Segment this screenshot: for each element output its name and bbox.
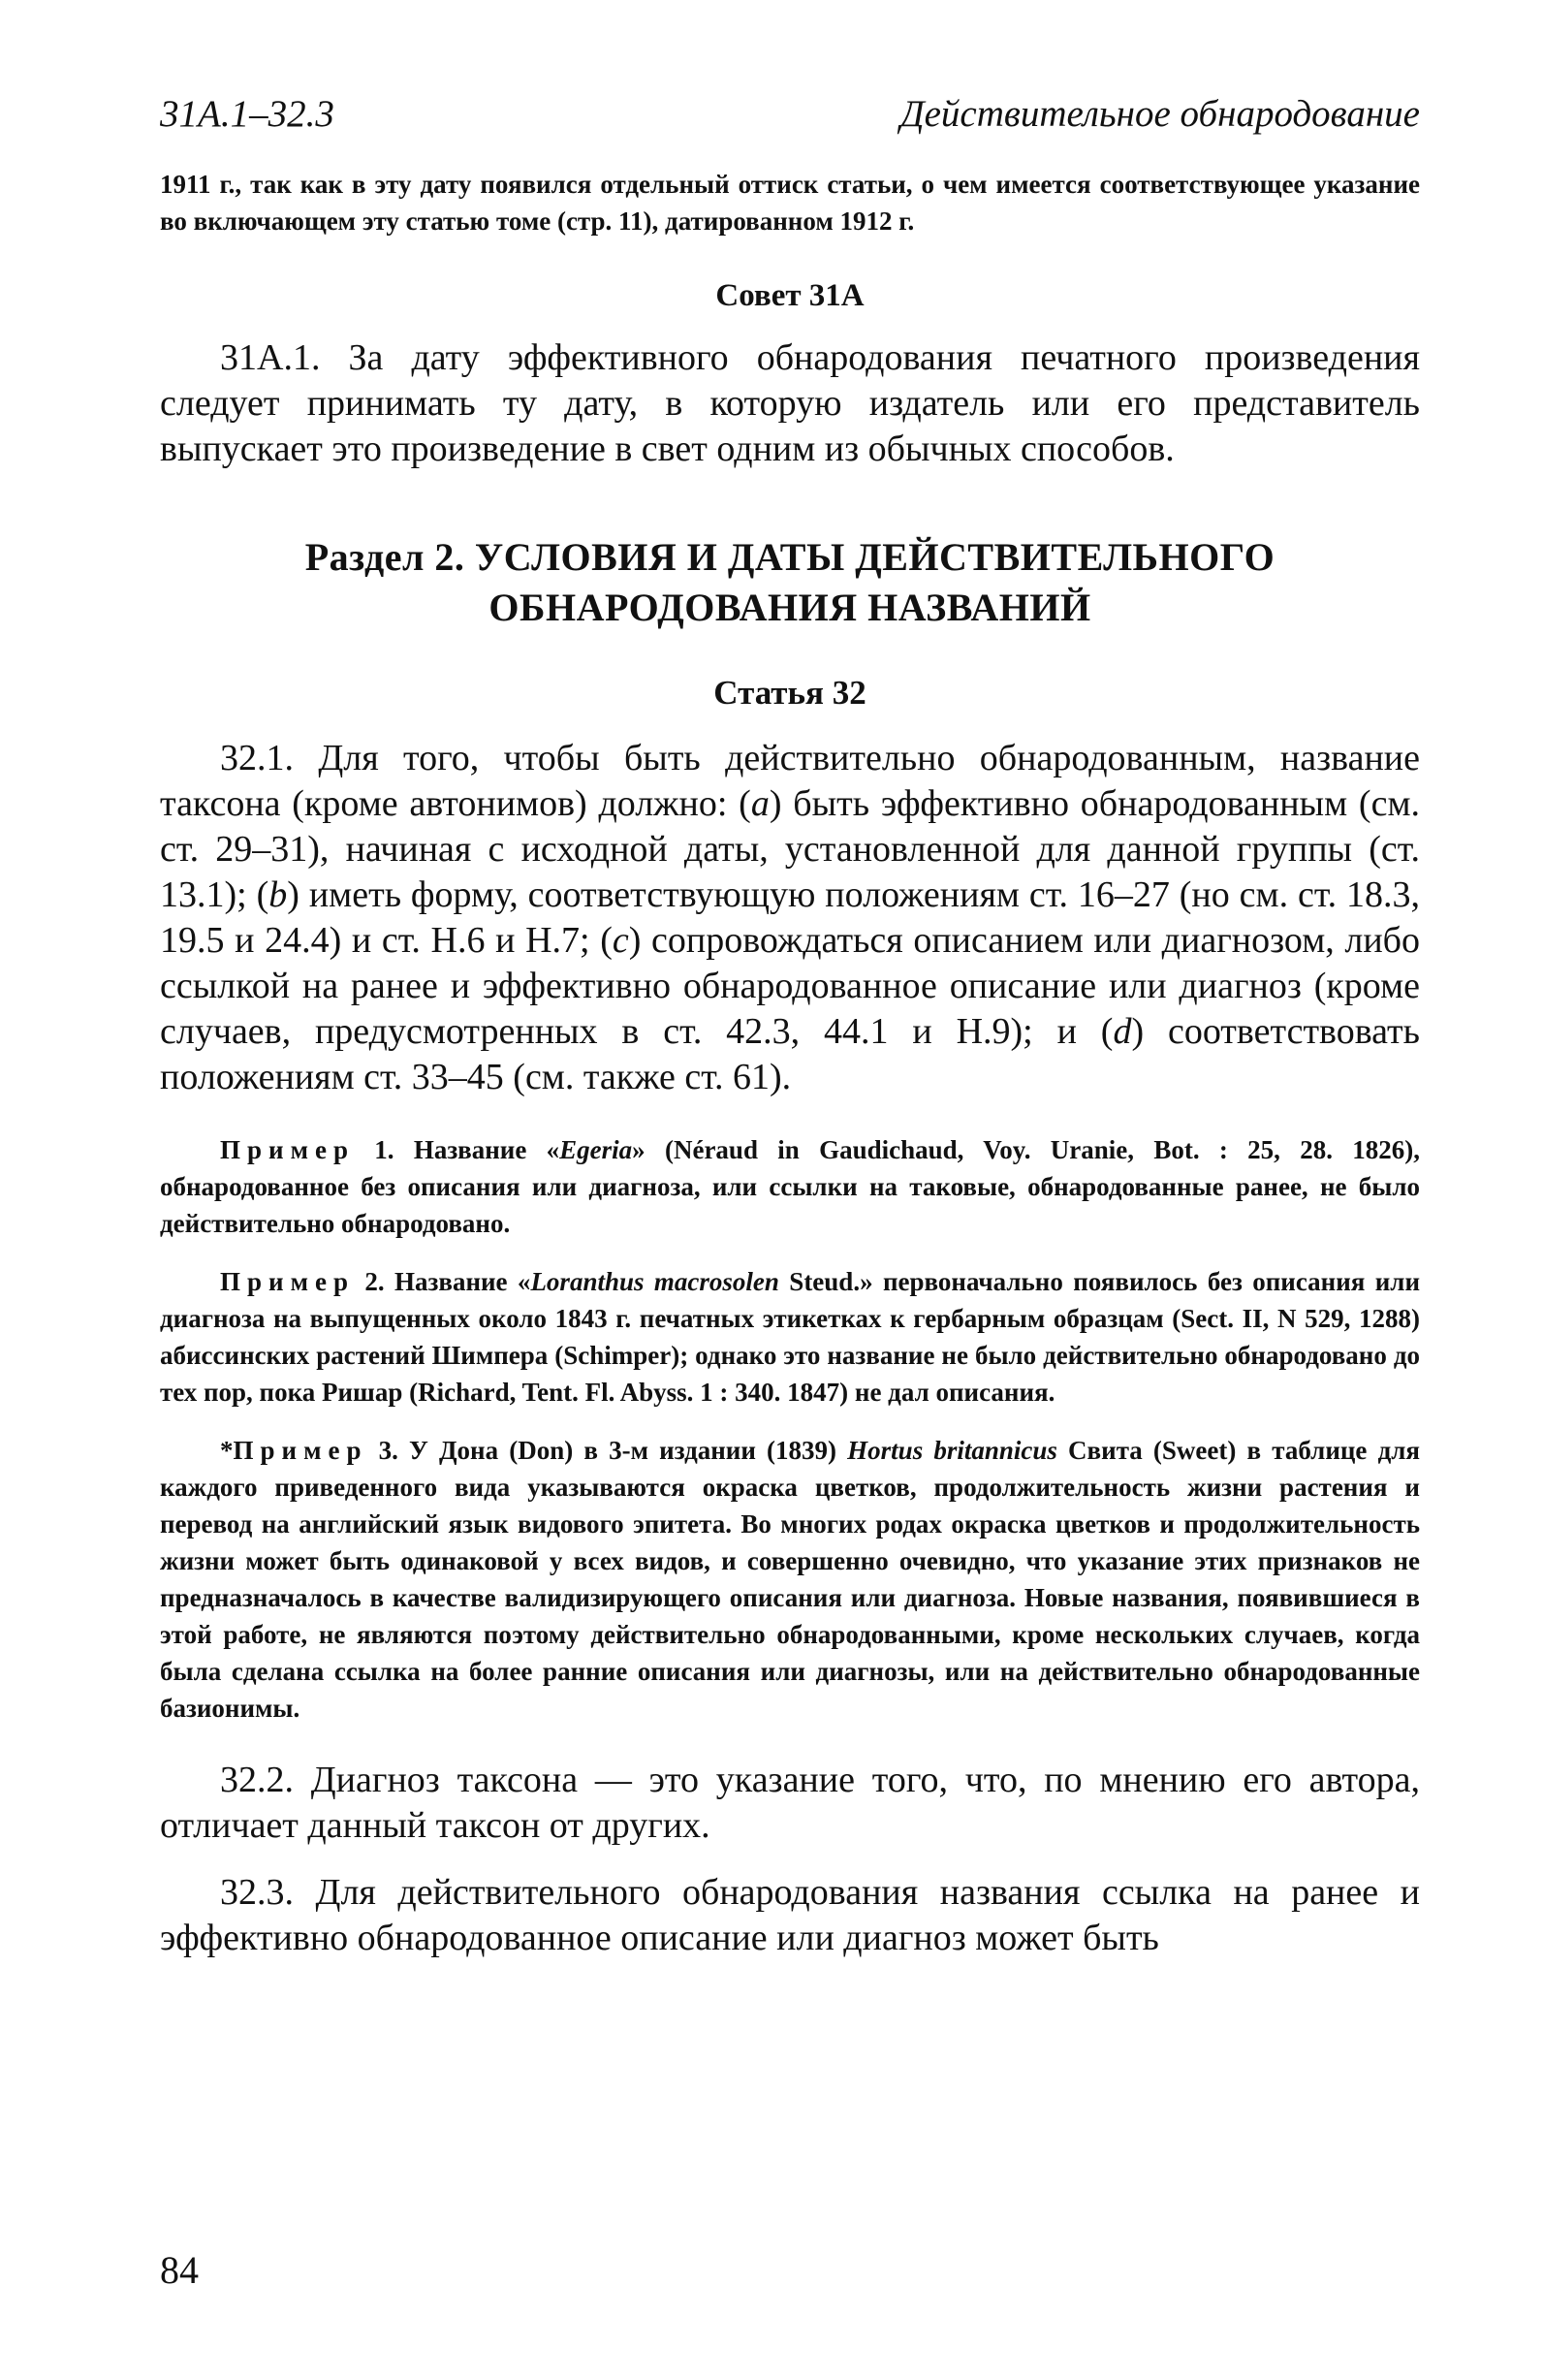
paragraph-32-3: 32.3. Для действительного обнародования названия ссылка на ранее и эффективно обнародованное описание или диагноз может быть (160, 1872, 1420, 1958)
top-note: 1911 г., так как в эту дату появился отдельный оттиск статьи, о чем имеется соответствующее указание во включающем эту статью томе (стр. 11), датированном 1912 г. (160, 170, 1420, 236)
p321-item-a: a (750, 783, 770, 824)
example-3-text-2: Свита (Sweet) в таблице для каждого приведенного вида указываются окраска цветков, продолжительность жизни растения и перевод на английский язык видового эпитета. Во многих родах окраска цветков и продолжительность жизни может быть одинаковой у всех видов, и совершенно очевидно, что указание этих признаков не предназначалось в качестве валидизирующего описания или диагноза. Новые названия, появившиеся в этой работе, не являются поэтому действительно обнародованными, кроме нескольких случаев, когда была сделана ссылка на более ранние описания или диагнозы, или на действительно обнародованные базионимы. (160, 1436, 1420, 1723)
example-2-taxon: Loranthus macrosolen (530, 1267, 779, 1296)
example-3-text-1: 3. У Дона (Don) в 3-м издании (1839) (367, 1436, 848, 1465)
example-1-text-1: 1. Название « (354, 1135, 560, 1164)
p321-item-d: d (1113, 1011, 1132, 1052)
example-3 (160, 1432, 1420, 1727)
p321-item-c: c (612, 920, 629, 961)
example-1-label: Пример (220, 1135, 355, 1164)
example-1 (160, 1131, 1420, 1242)
p321-text-4: ) сопровождаться описанием или диагнозом, либо ссылкой на ранее и эффективно обнародованное описание или диагноз (кроме случаев, предусмотренных в ст. 42.3, 44.1 и H.9); и ( (160, 920, 1421, 1052)
example-3-label: Пример (233, 1436, 368, 1465)
p321-text-3: ) иметь форму, соответствующую положениям ст. 16–27 (но см. ст. 18.3, 19.5 и 24.4) и ст. H.6 и H.7; ( (160, 874, 1421, 961)
running-head (160, 92, 1420, 148)
example-1-text-2: » (Néraud in Gaudichaud, Voy. Uranie, Bot. : 25, 28. 1826), обнародованное без описания или диагноза, или ссылки на таковые, обнародованные ранее, не было действительно обнародовано. (160, 1135, 1420, 1238)
article-heading: Статья 32 (713, 674, 866, 712)
p321-item-b: b (268, 874, 288, 915)
p321-text-2: ) быть эффективно обнародованным (см. ст. 29–31), начиная с исходной даты, установленной для данной группы (ст. 13.1); ( (160, 783, 1420, 915)
example-3-work-title: Hortus britannicus (847, 1436, 1057, 1465)
paragraph-32-2: 32.2. Диагноз таксона — это указание того, что, по мнению его автора, отличает данный таксон от других. (160, 1760, 1420, 1846)
page-number: 84 (160, 2248, 199, 2292)
running-head-left: 31A.1–32.3 (160, 93, 334, 135)
section-heading (160, 532, 1420, 633)
running-head-right: Действительное обнародование (899, 93, 1420, 135)
page (160, 92, 1420, 1961)
example-2-text-1: 2. Название « (354, 1267, 531, 1296)
example-3-star: * (220, 1436, 234, 1465)
p321-text-1: 32.1. Для того, чтобы быть действительно обнародованным, название таксона (кроме автонимов) должно: ( (160, 738, 1420, 824)
example-2 (160, 1263, 1420, 1411)
section-heading-line2: ОБНАРОДОВАНИЯ НАЗВАНИЙ (488, 586, 1091, 629)
example-1-taxon: Egeria (559, 1135, 633, 1164)
example-2-label: Пример (220, 1267, 355, 1296)
paragraph-32-1 (160, 736, 1420, 1100)
section-heading-line1: Раздел 2. УСЛОВИЯ И ДАТЫ ДЕЙСТВИТЕЛЬНОГО (304, 535, 1275, 579)
example-2-text-2: Steud.» первоначально появилось без описания или диагноза на выпущенных около 1843 г. печатных этикетках к гербарным образцам (Sect. II, N 529, 1288) абиссинских растений Шимпера (Schimper); однако это название не было действительно обнародовано до тех пор, пока Ришар (Richard, Tent. Fl. Abyss. 1 : 340. 1847) не дал описания. (160, 1267, 1421, 1407)
advice-paragraph: 31A.1. За дату эффективного обнародования печатного произведения следует принимать ту дату, в которую издатель или его представитель выпускает это произведение в свет одним из обычных способов. (160, 337, 1420, 469)
p321-text-5: ) соответствовать положениям ст. 33–45 (см. также ст. 61). (160, 1011, 1420, 1097)
advice-heading: Совет 31A (715, 278, 865, 313)
